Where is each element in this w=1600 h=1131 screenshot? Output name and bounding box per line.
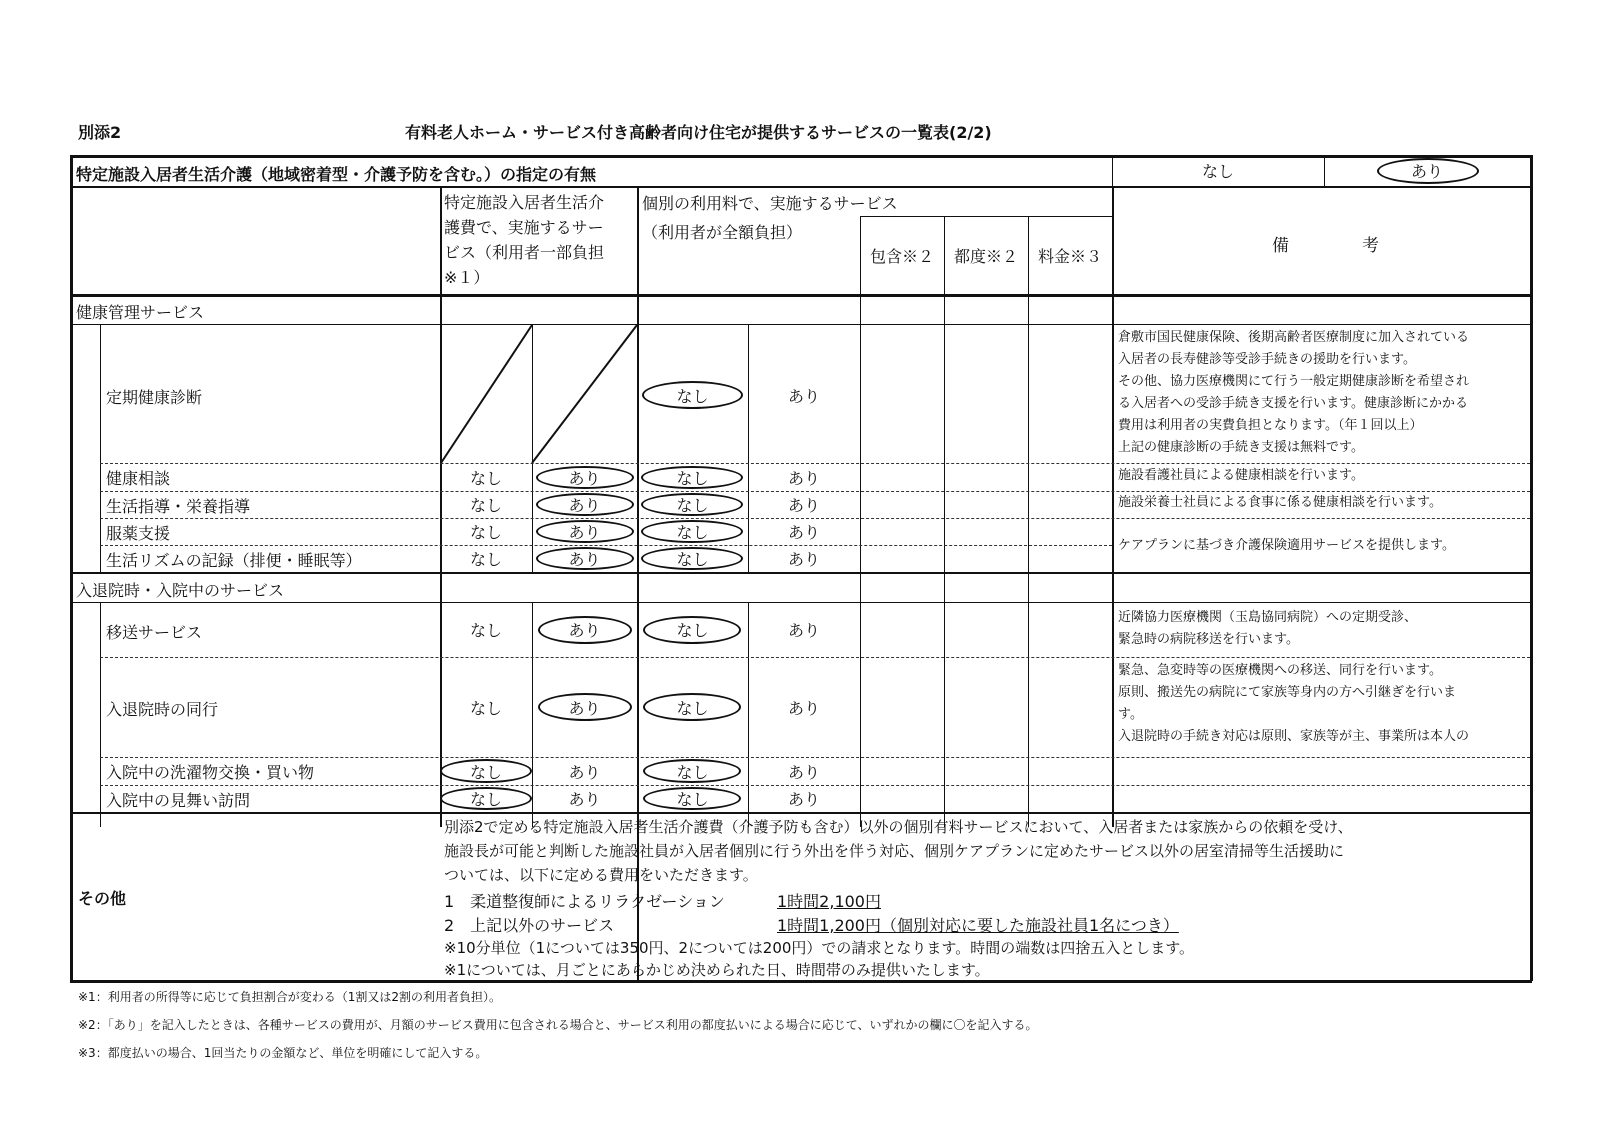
b-yes[interactable]: あり [787,468,820,488]
circle-mark [643,616,741,644]
a-none[interactable]: なし [469,790,502,809]
a-yes[interactable]: あり [568,762,601,782]
other-description [444,815,1353,887]
a-yes[interactable]: あり [568,496,601,515]
remarks: 施設栄養士社員による食事に係る健康相談を行います。 [1118,495,1442,510]
other-item2-price: 1時間1,200円（個別対応に要した施設社員1名につき） [777,916,1179,935]
circle-mark [643,693,741,721]
col-b-subheader: （利用者が全額負担） [642,223,803,242]
col-a-line: 特定施設入居者生活介 [444,193,605,212]
service-name: 入退院時の同行 [106,700,219,719]
service-name: 健康相談 [106,469,171,488]
designation-option-yes[interactable]: あり [1410,162,1443,181]
not-applicable-slash [440,324,640,464]
b-yes[interactable]: あり [787,762,820,782]
col-per-use: 都度※２ [953,246,1018,266]
footnote-3: ※3：都度払いの場合、1回当たりの金額など、単位を明確にして記入する。 [78,1046,488,1060]
remarks [1118,607,1417,651]
a-none[interactable]: なし [469,468,502,488]
remark-line: 入居者の長寿健診等受診手続きの援助を行います。 [1118,352,1416,367]
selected-oval [1377,158,1479,184]
circle-mark [643,759,741,783]
remarks [1118,660,1469,756]
remarks: 施設看護社員による健康相談を行います。 [1118,468,1364,483]
remark-line: 費用は利用者の実費負担となります。（年１回以上） [1118,418,1423,433]
circle-mark [641,493,743,516]
circle-mark [440,759,532,783]
service-name: 生活指導・栄養指導 [106,497,251,516]
circle-mark [641,547,743,570]
remark-line: 近隣協力医療機関（玉島協同病院）への定期受診、 [1118,610,1418,625]
service-name: 服薬支援 [106,524,171,543]
b-none[interactable]: なし [676,468,709,488]
b-none[interactable]: なし [676,523,709,542]
a-none[interactable]: なし [469,496,502,515]
service-name: 生活リズムの記録（排便・睡眠等） [106,551,362,570]
b-yes[interactable]: あり [787,386,820,406]
circle-mark [641,520,743,543]
remarks [1118,327,1469,459]
circle-mark [538,616,632,644]
footnote-2: ※2：「あり」を記入したときは、各種サービスの費用が、月額のサービス費用に包含される場合と、サービス利用の都度払いによる場合に応じて、いずれかの欄に〇を記入する。 [78,1018,1038,1032]
a-none[interactable]: なし [469,621,502,640]
col-a-header [444,190,639,290]
circle-mark [642,381,743,409]
a-none[interactable]: なし [469,762,502,782]
other-line: 施設長が可能と判断した施設社員が入居者個別に行う外出を伴う対応、個別ケアプランに定めたサービス以外の居室清掃等生活援助に [444,842,1345,860]
circle-mark [538,693,632,721]
other-item2-label: 2 上記以外のサービス [444,916,615,935]
circle-mark [536,520,634,543]
circle-mark [536,547,634,570]
designation-option-none[interactable]: なし [1201,162,1234,181]
remarks: ケアプランに基づき介護保険適用サービスを提供します。 [1118,538,1455,553]
circle-mark [643,787,741,810]
other-line: 別添2で定める特定施設入居者生活介護費（介護予防も含む）以外の個別有料サービスにおいて、入居者または家族からの依頼を受け、 [444,818,1353,836]
col-b-header: 個別の利用料で、実施するサービス [642,194,898,213]
service-name: 移送サービス [106,623,203,642]
other-line: ついては、以下に定める費用をいただきます。 [444,866,758,884]
other-item1-price: 1時間2,100円 [777,892,881,911]
a-yes[interactable]: あり [568,523,601,542]
b-none[interactable]: なし [676,496,709,515]
remark-line: 倉敷市国民健康保険、後期高齢者医療制度に加入されている [1118,330,1470,345]
a-yes[interactable]: あり [568,790,601,809]
a-none[interactable]: なし [469,550,502,569]
b-none[interactable]: なし [676,621,709,640]
other-item1-label: 1 柔道整復師によるリラクゼーション [444,892,725,911]
a-yes[interactable]: あり [568,550,601,569]
col-inclusive: 包含※２ [869,246,934,266]
b-yes[interactable]: あり [787,496,820,515]
service-name: 入院中の見舞い訪問 [106,791,251,810]
circle-mark [536,466,634,489]
service-name: 定期健康診断 [106,388,203,407]
b-none[interactable]: なし [676,550,709,569]
remark-line: す。 [1118,707,1143,722]
remark-line: 入退院時の手続き対応は原則、家族等が主、事業所は本人の [1118,729,1470,744]
remark-line: 原則、搬送先の病院にて家族等身内の方へ引継ぎを行いま [1118,685,1457,700]
remark-line: 上記の健康診断の手続き支援は無料です。 [1118,440,1364,455]
col-remarks-1: 備 [1272,236,1289,256]
b-yes[interactable]: あり [787,550,820,569]
col-remarks-2: 考 [1362,236,1379,256]
circle-mark [536,493,634,516]
circle-mark [440,787,532,810]
b-none[interactable]: なし [676,698,709,718]
section-health-title: 健康管理サービス [76,303,205,322]
b-none[interactable]: なし [676,790,709,809]
col-a-line: 護費で、実施するサー [444,218,604,237]
col-fee: 料金※３ [1037,246,1102,266]
col-a-line: ビス（利用者一部負担 [444,243,605,262]
a-none[interactable]: なし [469,523,502,542]
designation-label: 特定施設入居者生活介護（地域密着型・介護予防を含む。）の指定の有無 [76,165,597,184]
col-a-line: ※１） [444,268,490,287]
other-note1: ※10分単位（1については350円、2については200円）での請求となります。時間の端数は四捨五入とします。 [444,939,1195,957]
footnote-1: ※1：利用者の所得等に応じて負担割合が変わる（1割又は2割の利用者負担）。 [78,990,501,1004]
a-yes[interactable]: あり [568,621,601,640]
page-title: 有料老人ホーム・サービス付き高齢者向け住宅が提供するサービスの一覧表(2/2) [405,123,992,142]
b-yes[interactable]: あり [787,698,820,718]
remark-line: 緊急、急変時等の医療機関への移送、同行を行います。 [1118,663,1442,678]
a-none[interactable]: なし [469,698,502,718]
remark-line: その他、協力医療機関にて行う一般定期健康診断を希望され [1118,374,1470,389]
remark-line: 緊急時の病院移送を行います。 [1118,632,1299,647]
a-yes[interactable]: あり [568,698,601,718]
b-yes[interactable]: あり [787,790,820,809]
b-none[interactable]: なし [676,762,709,782]
section-hospital-title: 入退院時・入院中のサービス [76,581,285,600]
circle-mark [641,466,743,489]
b-yes[interactable]: あり [787,621,820,640]
other-label: その他 [78,889,127,908]
b-yes[interactable]: あり [787,523,820,542]
a-yes[interactable]: あり [568,468,601,488]
remark-line: る入居者への受診手続き支援を行います。健康診断にかかる [1118,396,1468,411]
attachment-label: 別添2 [78,123,122,142]
b-none[interactable]: なし [676,386,709,406]
service-name: 入院中の洗濯物交換・買い物 [106,763,315,782]
other-note2: ※1については、月ごとにあらかじめ決められた日、時間帯のみ提供いたします。 [444,961,990,978]
